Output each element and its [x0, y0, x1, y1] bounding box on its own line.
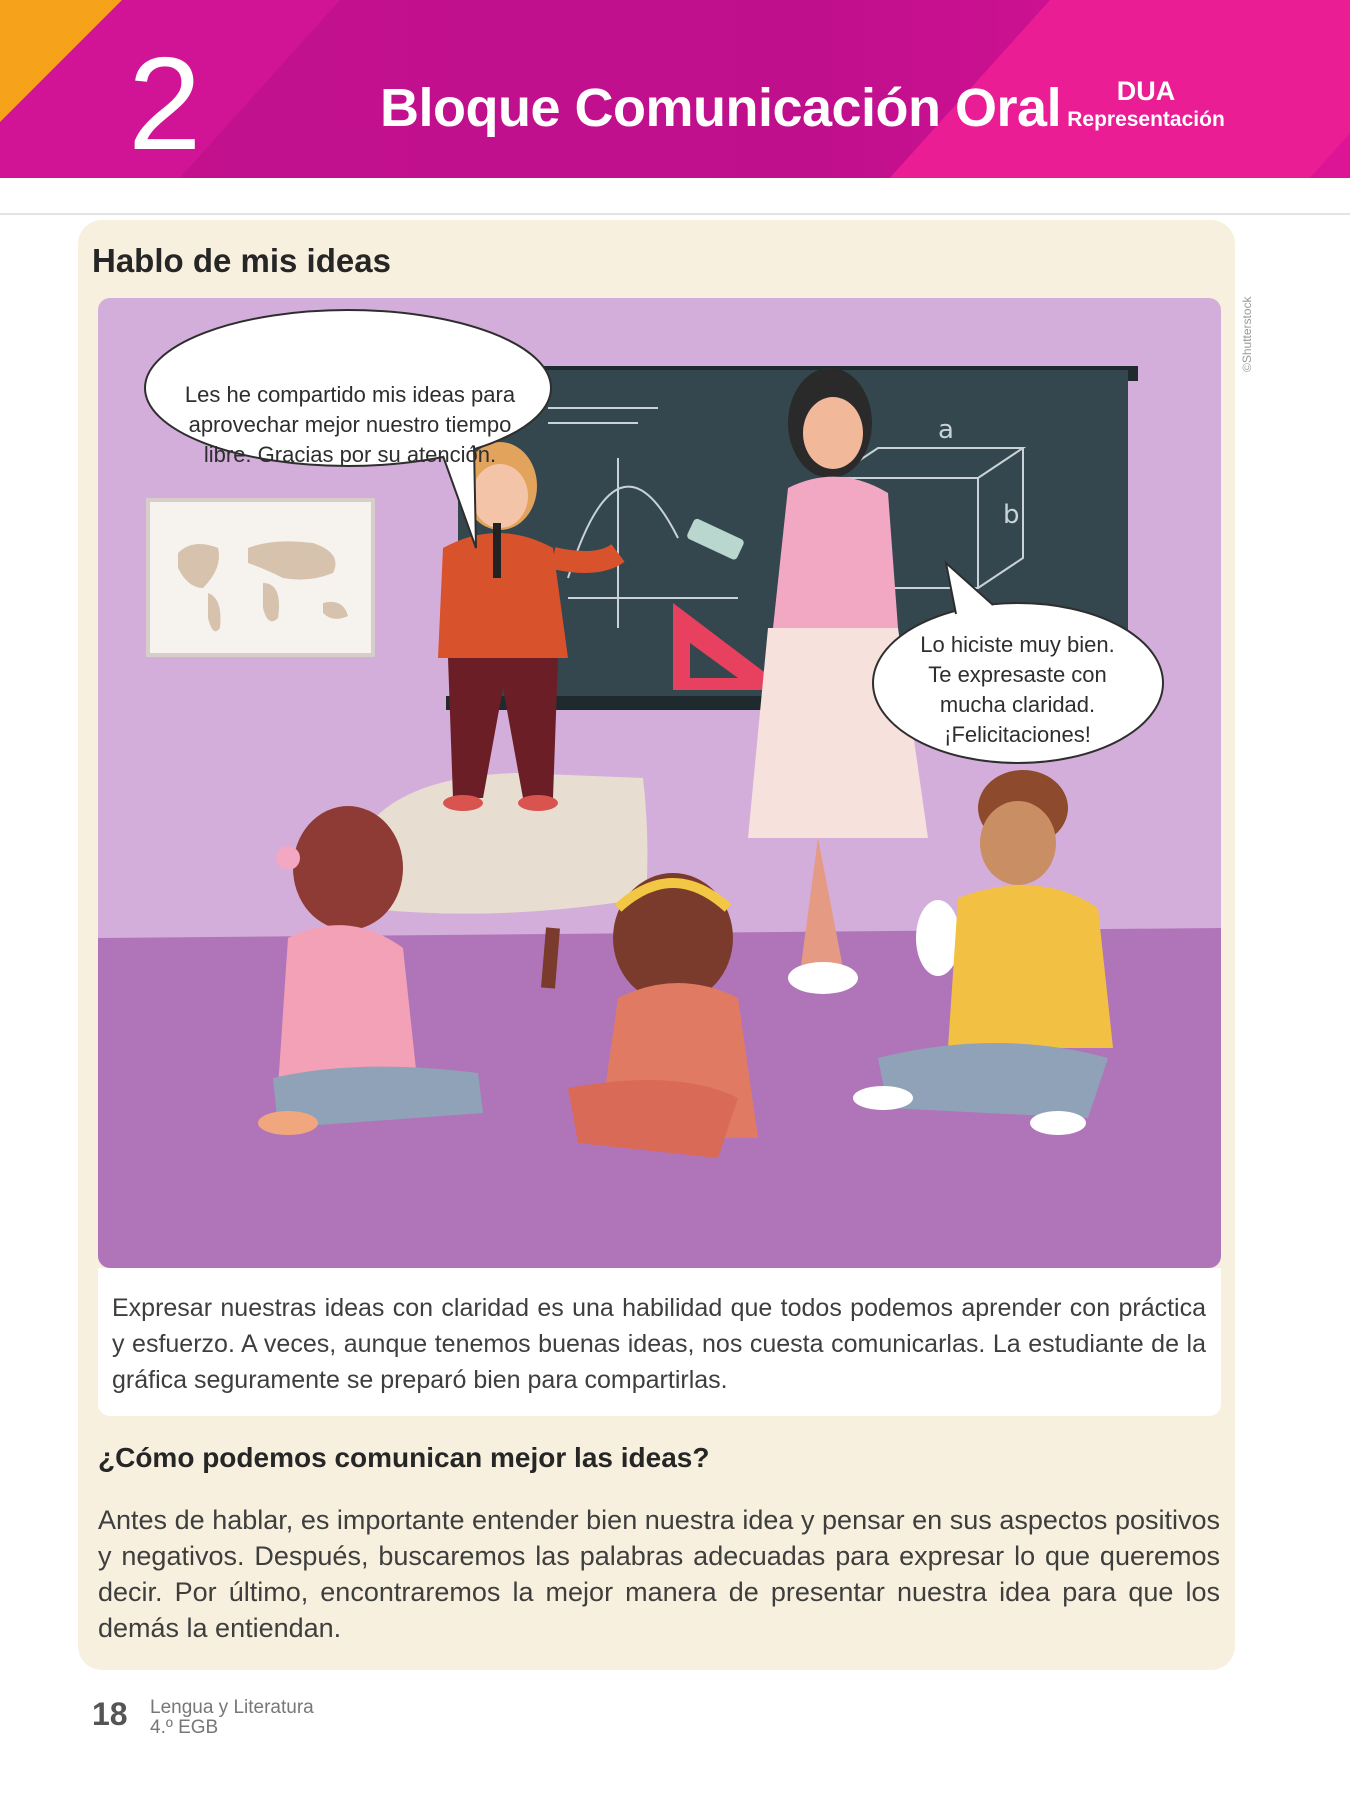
- student-bubble-text: Les he compartido mis ideas para aprovechar mejor nuestro tiempo libre. Gracias por su atención.: [184, 382, 516, 467]
- chalk-letter-b: b: [1003, 500, 1020, 530]
- question-body: Antes de hablar, es importante entender bien nuestra idea y pensar en sus aspectos positivos y negativos. Después, buscaremos las palabras adecuadas para expresar lo que queremos decir. Por último, encontraremos la mejor manera de presentar nuestra idea para que los demás la entiendan.: [98, 1505, 1220, 1643]
- header-banner: [0, 0, 1350, 178]
- page-number: 18: [92, 1696, 128, 1732]
- block-title: Bloque Comunicación Oral: [380, 78, 1062, 138]
- dua-subtitle: Representación: [1067, 108, 1225, 131]
- section-title: Hablo de mis ideas: [92, 242, 391, 279]
- dua-label: DUA: [1116, 76, 1176, 106]
- image-credit: ©Shutterstock: [1240, 296, 1254, 372]
- banner-corner: [0, 0, 122, 122]
- header-divider: [0, 213, 1350, 215]
- illustration-caption: Expresar nuestras ideas con claridad es una habilidad que todos podemos aprender con práctica y esfuerzo. A veces, aunque tenemos buenas ideas, nos cuesta comunicarlas. La estudiante de la gráfica seguramente se preparó bien para compartirlas.: [112, 1294, 1206, 1394]
- grade-label: 4.º EGB: [150, 1717, 219, 1738]
- unit-number: 2: [128, 30, 202, 177]
- question-heading: ¿Cómo podemos comunican mejor las ideas?: [98, 1442, 710, 1473]
- book-title: Lengua y Literatura: [150, 1697, 314, 1718]
- world-map: [148, 500, 373, 655]
- teacher-bubble-text: Lo hiciste muy bien. Te expresaste con mucha claridad. ¡Felicitaciones!: [920, 632, 1115, 747]
- chalk-letter-a: a: [938, 415, 954, 445]
